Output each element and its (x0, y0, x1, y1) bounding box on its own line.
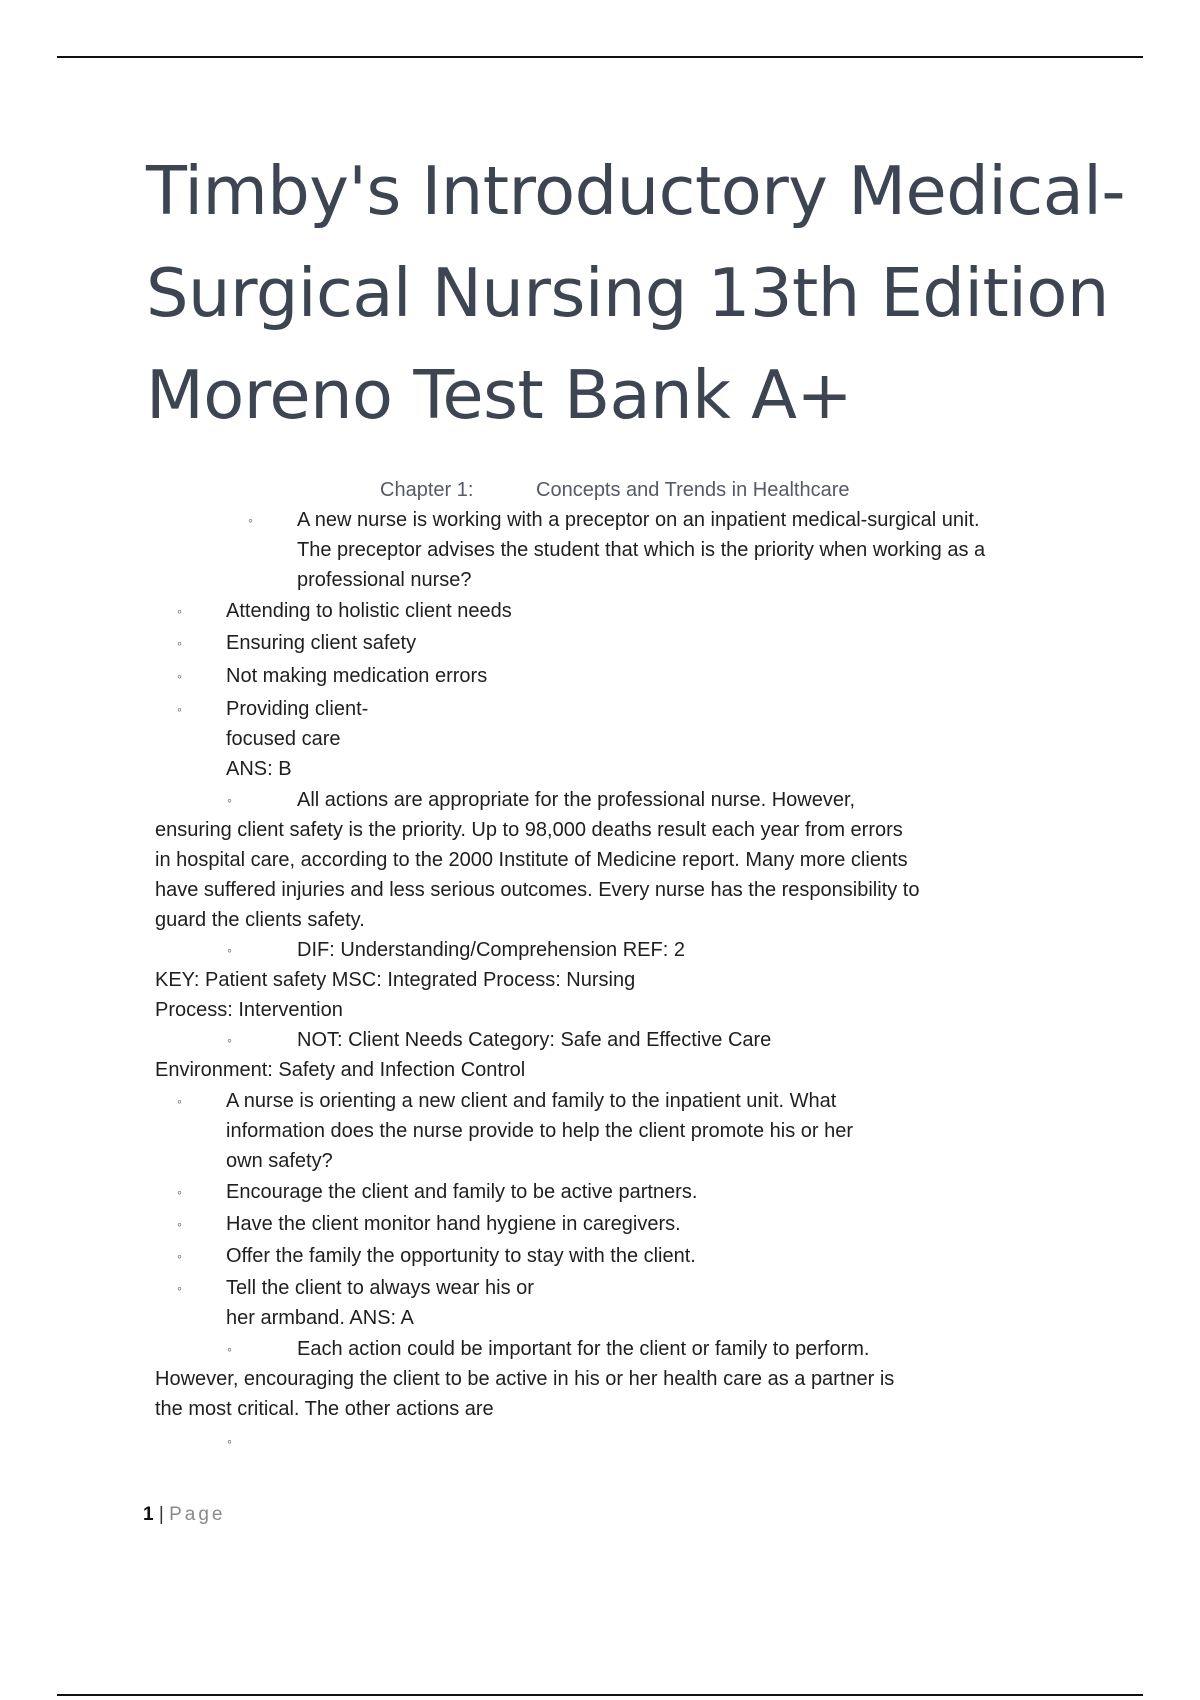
title-line-2: Surgical Nursing 13th Edition (146, 254, 1109, 332)
document-title (146, 140, 1126, 446)
q2-option-a: Encourage the client and family to be active partners. (226, 1181, 698, 1203)
q1-option-d-cont: focused care (226, 728, 341, 750)
chapter-label: Chapter 1: (380, 479, 474, 501)
q1-option-a: Attending to holistic client needs (226, 600, 512, 622)
q2-stem-line-2: information does the nurse provide to help the client promote his or her (226, 1120, 854, 1142)
bullet-icon: ◦ (177, 1280, 182, 1296)
page-footer (143, 1500, 225, 1530)
q2-rationale-line-3: the most critical. The other actions are (155, 1398, 494, 1420)
bullet-icon: ◦ (177, 668, 182, 684)
bullet-icon: ◦ (227, 1433, 232, 1449)
q1-rationale-line-4: have suffered injuries and less serious outcomes. Every nurse has the responsibility to (155, 879, 920, 901)
page-separator: | (158, 1504, 164, 1525)
q2-stem-line-1: A nurse is orienting a new client and family to the inpatient unit. What (226, 1090, 837, 1112)
q2-stem-line-3: own safety? (226, 1150, 333, 1172)
q2-option-d-cont: her armband. ANS: A (226, 1307, 414, 1329)
bullet-icon: ◦ (248, 512, 253, 528)
q2-rationale-line-2: However, encouraging the client to be active in his or her health care as a partner is (155, 1368, 895, 1390)
q1-stem-line-3: professional nurse? (297, 569, 472, 591)
q2-option-b: Have the client monitor hand hygiene in caregivers. (226, 1213, 681, 1235)
bottom-rule (57, 1694, 1143, 1696)
bullet-icon: ◦ (227, 1032, 232, 1048)
page-label: Page (169, 1504, 226, 1525)
bullet-icon: ◦ (177, 635, 182, 651)
q2-option-c: Offer the family the opportunity to stay with the client. (226, 1245, 696, 1267)
q1-option-d: Providing client- (226, 698, 369, 720)
q1-not-line-2: Environment: Safety and Infection Control (155, 1059, 526, 1081)
q1-dif: DIF: Understanding/Comprehension REF: 2 (297, 939, 685, 961)
bullet-icon: ◦ (177, 701, 182, 717)
q1-key-line-1: KEY: Patient safety MSC: Integrated Process: Nursing (155, 969, 636, 991)
chapter-name: Concepts and Trends in Healthcare (536, 479, 850, 501)
bullet-icon: ◦ (227, 1341, 232, 1357)
q1-rationale-line-3: in hospital care, according to the 2000 Institute of Medicine report. Many more clients (155, 849, 908, 871)
bullet-icon: ◦ (177, 1093, 182, 1109)
q1-not-line-1: NOT: Client Needs Category: Safe and Effective Care (297, 1029, 772, 1051)
q1-stem-line-1: A new nurse is working with a preceptor on an inpatient medical-surgical unit. (297, 509, 980, 531)
q2-rationale-line-1: Each action could be important for the client or family to perform. (297, 1338, 870, 1360)
bullet-icon: ◦ (227, 792, 232, 808)
q1-answer: ANS: B (226, 758, 292, 780)
q1-stem-line-2: The preceptor advises the student that which is the priority when working as a (297, 539, 986, 561)
q1-option-c: Not making medication errors (226, 665, 488, 687)
q1-rationale-line-2: ensuring client safety is the priority. Up to 98,000 deaths result each year from errors (155, 819, 903, 841)
bullet-icon: ◦ (177, 1184, 182, 1200)
q2-option-d: Tell the client to always wear his or (226, 1277, 534, 1299)
q1-rationale-line-5: guard the clients safety. (155, 909, 365, 931)
bullet-icon: ◦ (177, 603, 182, 619)
q1-key-line-2: Process: Intervention (155, 999, 343, 1021)
bullet-icon: ◦ (177, 1216, 182, 1232)
title-line-3: Moreno Test Bank A+ (146, 356, 853, 434)
q1-option-b: Ensuring client safety (226, 632, 417, 654)
q1-rationale-line-1: All actions are appropriate for the professional nurse. However, (297, 789, 856, 811)
page-number: 1 (143, 1504, 154, 1525)
top-rule (57, 56, 1143, 58)
title-line-1: Timby's Introductory Medical- (146, 152, 1126, 230)
bullet-icon: ◦ (227, 942, 232, 958)
bullet-icon: ◦ (177, 1248, 182, 1264)
